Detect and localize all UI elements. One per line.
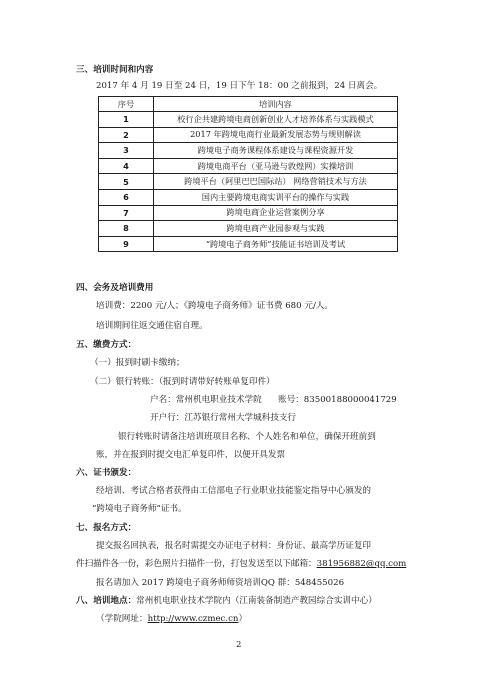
section-heading-payment: 五、缴费方式： — [76, 340, 137, 350]
transfer-note-line-2: 账，并在报到时提交电汇单复印件，以便开具发票 — [96, 450, 286, 460]
account-number — [278, 394, 397, 406]
payment-option-transfer: （二）银行转账：（报到时请带好转账单复印件） — [90, 377, 275, 387]
transfer-note-line-1: 银行转账时请备注培训班项目名称、个人姓名和单位，确保开班前到 — [118, 432, 376, 442]
table-row — [99, 221, 398, 237]
table-row — [99, 189, 398, 205]
registration-qq-line: 报名请加入 2017 跨境电子商务师师资培训QQ 群：548455026 — [96, 578, 345, 588]
section-heading-location: 八、培训地点： — [76, 596, 137, 606]
table-row — [99, 143, 398, 159]
row-content: 跨境电子商务课程体系建设与课程资源开发 — [154, 143, 398, 159]
fee-line: 培训费：2200 元/人；《跨境电子商务师》证书费 680 元/人。 — [96, 301, 334, 311]
row-number: 2 — [99, 127, 154, 143]
bank-name: 开户行：江苏银行常州大学城科技支行 — [150, 413, 297, 423]
account-number-value: 83500188000041729 — [303, 395, 397, 405]
training-date-line: 2017 年 4 月 19 日至 24 日，19 日下午 18：00 之前报到，24 日离会。 — [96, 81, 383, 91]
certificate-line-2: “跨境电子商务师”证书。 — [92, 504, 187, 514]
training-location: 常州机电职业技术学院内（江南装备制造产教园综合实训中心） — [136, 596, 377, 606]
row-number: 3 — [99, 143, 154, 159]
payment-option-card: （一）报到时刷卡缴纳； — [90, 358, 185, 368]
row-number: 7 — [99, 205, 154, 221]
table-header-row — [99, 97, 398, 112]
row-number: 4 — [99, 158, 154, 174]
registration-email-link[interactable]: 381956882@qq.com — [316, 559, 407, 569]
row-content: 跨境电商平台（亚马逊与敦煌网）实操培训 — [154, 158, 398, 174]
website-line — [96, 613, 247, 625]
row-number: 5 — [99, 174, 154, 190]
row-content: 跨境电商企业运营案例分享 — [154, 205, 398, 221]
row-content: 校行企共建跨境电商创新创业人才培养体系与实践模式 — [154, 112, 398, 128]
account-name: 户名：常州机电职业技术学院 — [150, 395, 262, 405]
training-content-table — [98, 96, 398, 252]
lodging-line: 培训期间往返交通住宿自理。 — [96, 321, 208, 331]
website-link[interactable]: http://www.czmec.cn — [147, 614, 239, 624]
table-row — [99, 205, 398, 221]
row-number: 8 — [99, 221, 154, 237]
website-suffix: ） — [238, 614, 248, 624]
row-content: “跨境电子商务师”技能证书培训及考试 — [154, 236, 398, 252]
page-number: 2 — [236, 640, 242, 650]
row-content: 跨境电商产业园参观与实践 — [154, 221, 398, 237]
section-heading-registration: 七、报名方式： — [76, 523, 137, 533]
table-header-no: 序号 — [99, 97, 154, 112]
table-header-content: 培训内容 — [154, 97, 398, 112]
section-heading-certificate: 六、证书颁发： — [76, 468, 137, 478]
registration-line-2-text: 件扫描件各一份，彩色照片扫描件一份，打包发送至以下邮箱： — [76, 559, 317, 569]
row-number: 1 — [99, 112, 154, 128]
section-heading-fees: 四、会务及培训费用 — [76, 283, 154, 293]
table-row — [99, 127, 398, 143]
row-number: 6 — [99, 189, 154, 205]
registration-line-1: 提交报名回执表，报名时需提交办证电子材料：身份证、最高学历证复印 — [96, 541, 372, 551]
table-row — [99, 158, 398, 174]
registration-line-2 — [76, 558, 406, 570]
table-row — [99, 112, 398, 128]
row-number: 9 — [99, 236, 154, 252]
row-content: 国内主要跨境电商实训平台的操作与实践 — [154, 189, 398, 205]
certificate-line-1: 经培训、考试合格者获得由工信部电子行业职业技能鉴定指导中心颁发的 — [96, 486, 372, 496]
table-row — [99, 174, 398, 190]
account-number-label: 账号： — [278, 395, 304, 405]
row-content: 跨境平台（阿里巴巴国际站） 网络营销技术与方法 — [154, 174, 398, 190]
table-row — [99, 236, 398, 252]
row-content: 2017 年跨境电商行业最新发展态势与规则解读 — [154, 127, 398, 143]
training-location-line — [76, 595, 377, 607]
section-heading-training-time: 三、培训时间和内容 — [76, 65, 154, 75]
website-prefix: （学院网址： — [96, 614, 148, 624]
